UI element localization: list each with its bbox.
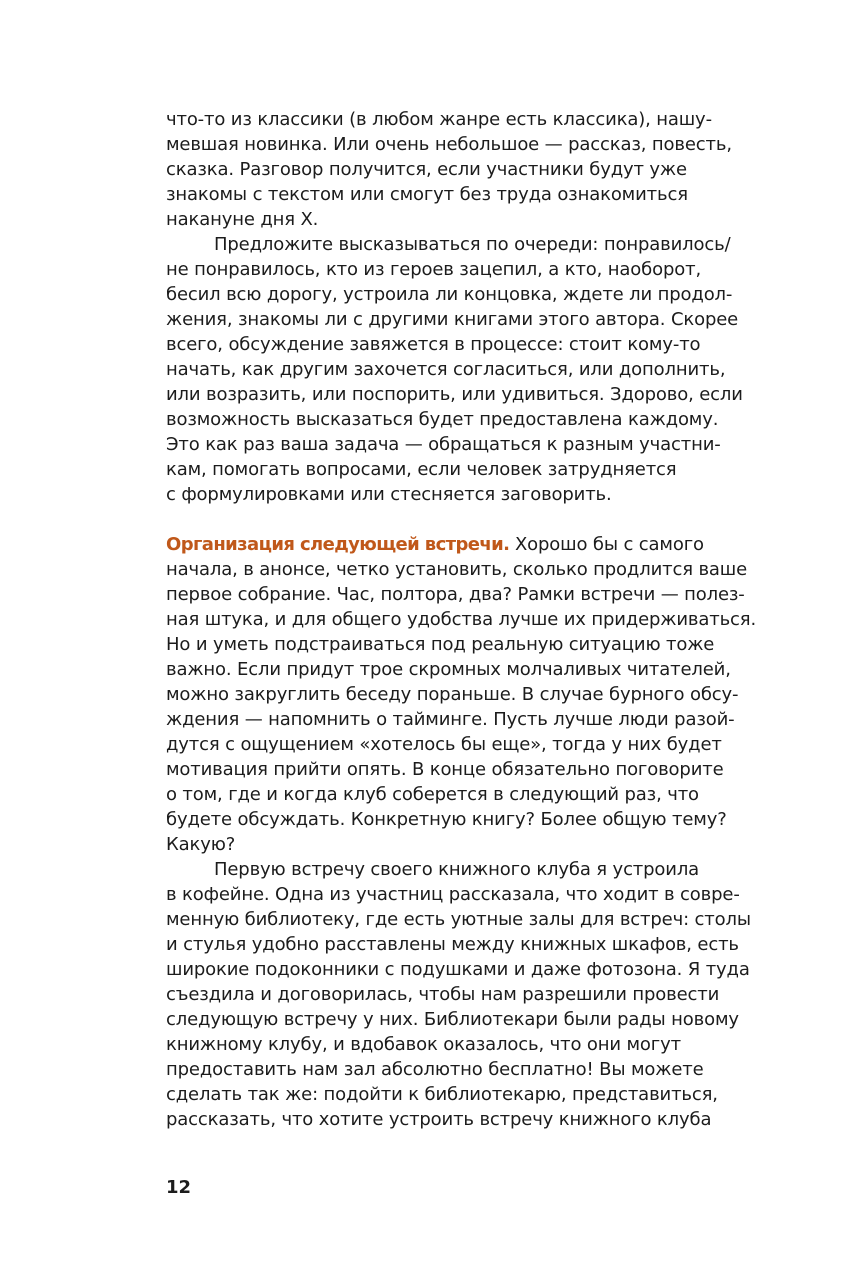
text-line: начать, как другим захочется согласиться, или дополнить, — [166, 359, 726, 380]
text-line: менную библиотеку, где есть уютные залы для встреч: столы — [166, 909, 751, 930]
text-line: в кофейне. Одна из участниц рассказала, что ходит в совре- — [166, 884, 740, 905]
text-line: Это как раз ваша задача — обращаться к разным участни- — [166, 434, 721, 455]
text-fragment: Хорошо бы с самого — [509, 534, 704, 555]
text-line: и стулья удобно расставлены между книжных шкафов, есть — [166, 934, 739, 955]
text-line: или возразить, или поспорить, или удивиться. Здорово, если — [166, 384, 743, 405]
text-line: дутся с ощущением «хотелось бы еще», тогда у них будет — [166, 734, 722, 755]
text-line: важно. Если придут трое скромных молчаливых читателей, — [166, 659, 731, 680]
text-line: сказка. Разговор получится, если участники будут уже — [166, 159, 687, 180]
text-line: мотивация прийти опять. В конце обязательно поговорите — [166, 759, 724, 780]
text-line: накануне дня Х. — [166, 209, 319, 230]
text-line: съездила и договорилась, чтобы нам разрешили провести — [166, 984, 720, 1005]
text-line: широкие подоконники с подушками и даже фотозона. Я туда — [166, 959, 750, 980]
section-heading: Организация следующей встречи. — [166, 534, 510, 555]
text-line: начала, в анонсе, четко установить, сколько продлится ваше — [166, 559, 748, 580]
text-line: с формулировками или стесняется заговорить. — [166, 484, 612, 505]
text-line: можно закруглить беседу пораньше. В случае бурного обсу- — [166, 684, 739, 705]
text-line: что-то из классики (в любом жанре есть классика), нашу- — [166, 109, 712, 130]
text-line: всего, обсуждение завяжется в процессе: стоит кому-то — [166, 334, 701, 355]
text-line — [166, 533, 704, 557]
text-line: ждения — напомнить о тайминге. Пусть лучше люди разой- — [166, 709, 735, 730]
text-line: следующую встречу у них. Библиотекари были рады новому — [166, 1009, 739, 1030]
text-line: будете обсуждать. Конкретную книгу? Более общую тему? — [166, 809, 727, 830]
text-line: Но и уметь подстраиваться под реальную ситуацию тоже — [166, 634, 715, 655]
text-line: знакомы с текстом или смогут без труда ознакомиться — [166, 184, 688, 205]
page-number: 12 — [166, 1177, 192, 1198]
text-line: предоставить нам зал абсолютно бесплатно! Вы можете — [166, 1059, 704, 1080]
text-line: первое собрание. Час, полтора, два? Рамки встречи — полез- — [166, 584, 745, 605]
text-line: бесил всю дорогу, устроила ли концовка, ждете ли продол- — [166, 284, 733, 305]
text-line: сделать так же: подойти к библиотекарю, представиться, — [166, 1084, 718, 1105]
text-line: Предложите высказываться по очереди: понравилось/ — [214, 234, 731, 255]
text-line: не понравилось, кто из героев зацепил, а кто, наоборот, — [166, 259, 702, 280]
text-line: о том, где и когда клуб соберется в следующий раз, что — [166, 784, 699, 805]
text-line: Первую встречу своего книжного клуба я устроила — [214, 859, 700, 880]
text-line: книжному клубу, и вдобавок оказалось, что они могут — [166, 1034, 681, 1055]
text-line: мевшая новинка. Или очень небольшое — рассказ, повесть, — [166, 134, 732, 155]
text-line: возможность высказаться будет предоставлена каждому. — [166, 409, 719, 430]
text-line: жения, знакомы ли с другими книгами этого автора. Скорее — [166, 309, 739, 330]
text-line: Какую? — [166, 834, 236, 855]
text-line: рассказать, что хотите устроить встречу книжного клуба — [166, 1109, 712, 1130]
text-line: кам, помогать вопросами, если человек затрудняется — [166, 459, 677, 480]
text-line: ная штука, и для общего удобства лучше их придерживаться. — [166, 609, 757, 630]
